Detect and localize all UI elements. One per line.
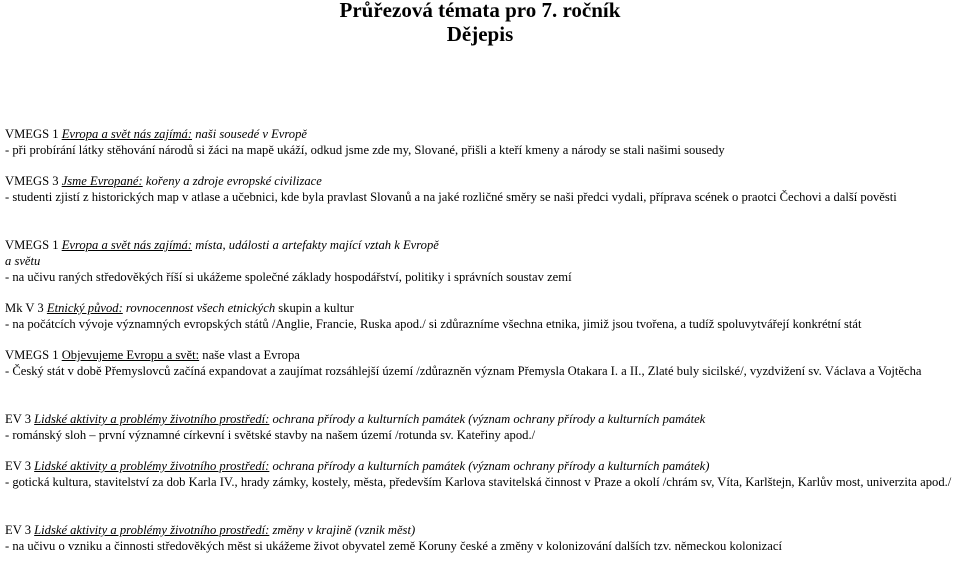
topic-subtitle: místa, události a artefakty mající vztah k Evropě	[192, 238, 439, 252]
topic-description: - na počátcích vývoje významných evropských států /Anglie, Francie, Ruska apod./ si zdůrazníme všechna etnika, jimiž jsou tvořena, a tudíž spoluvytvářejí konkrétní stát	[5, 317, 862, 331]
topic-heading	[5, 173, 322, 189]
topic-code: EV 3	[5, 523, 35, 537]
topic-name: Lidské aktivity a problémy životního prostředí:	[34, 459, 270, 473]
topic-heading	[5, 458, 709, 474]
topic-subtitle: kořeny a zdroje evropské civilizace	[142, 174, 322, 188]
topic-code: EV 3	[5, 412, 35, 426]
topic-heading	[5, 237, 439, 253]
topic-description: - na učivu o vzniku a činnosti středověkých měst si ukážeme život obyvatel země Koruny české a změny v kolonizování dalších tzv. německou kolonizací	[5, 539, 782, 553]
topic-description: - Český stát v době Přemyslovců začíná expandovat a zaujímat rozsáhlejší území /zdůrazněn význam Přemysla Otakara I. a II., Zlaté buly sicilské/, vyzdvižení sv. Václava a Vojtěcha	[5, 364, 922, 378]
topic-description: - gotická kultura, stavitelství za dob Karla IV., hrady zámky, kostely, města, především Karlova stavitelská činnost v Praze a okolí /chrám sv, Víta, Karlštejn, Karlův most, univerzita apod./	[5, 475, 952, 489]
topic-description: - při probírání látky stěhování národů si žáci na mapě ukáží, odkud jsme zde my, Slované, přišli a kteří kmeny a národy se stali našimi sousedy	[5, 143, 725, 157]
subject-title: Dějepis	[446, 22, 514, 46]
topic-subtitle: ochrana přírody a kulturních památek (význam ochrany přírody a kulturních památek	[269, 412, 706, 426]
topic-heading	[5, 300, 354, 316]
topic-subtitle: ochrana přírody a kulturních památek (význam ochrany přírody a kulturních památek)	[269, 459, 710, 473]
topic-heading	[5, 347, 300, 363]
topic-code: VMEGS 1	[5, 348, 62, 362]
topic-name: Lidské aktivity a problémy životního prostředí:	[34, 523, 270, 537]
topic-name: Evropa a svět nás zajímá:	[61, 238, 193, 252]
topic-description: - románský sloh – první významné církevní i světské stavby na našem území /rotunda sv. Kateřiny apod./	[5, 428, 536, 442]
topic-subtitle: naši sousedé v Evropě	[192, 127, 307, 141]
topic-name: Evropa a svět nás zajímá:	[61, 127, 193, 141]
topic-subtitle: naše vlast a Evropa	[199, 348, 300, 362]
topic-code: VMEGS 3	[5, 174, 62, 188]
topic-subtitle: změny v krajině (vznik měst)	[269, 523, 416, 537]
topic-name: Objevujeme Evropu a svět:	[61, 348, 200, 362]
topic-name: Etnický původ:	[46, 301, 123, 315]
topic-code: VMEGS 1	[5, 238, 62, 252]
topic-subtitle-continuation: a světu	[5, 254, 41, 268]
topic-description: - na učivu raných středověkých říší si ukážeme společné základy hospodářství, politiky i správních soustav zemí	[5, 270, 572, 284]
page-title: Průřezová témata pro 7. ročník	[339, 0, 621, 22]
topic-heading	[5, 522, 415, 538]
topic-heading	[5, 126, 307, 142]
topic-description: - studenti zjistí z historických map v atlase a učebnici, kde byla pravlast Slovanů a na jaké rozličné směry se naši předci vydali, příprava scének o praotci Čechovi a další pověsti	[5, 190, 897, 204]
topic-subtitle-tail: skupin a kultur	[275, 301, 354, 315]
topic-name: Lidské aktivity a problémy životního prostředí:	[34, 412, 270, 426]
topic-heading	[5, 411, 705, 427]
topic-code: Mk V 3	[5, 301, 47, 315]
topic-code: VMEGS 1	[5, 127, 62, 141]
topic-name: Jsme Evropané:	[61, 174, 143, 188]
topic-subtitle: rovnocennost všech etnických	[122, 301, 276, 315]
topic-code: EV 3	[5, 459, 35, 473]
